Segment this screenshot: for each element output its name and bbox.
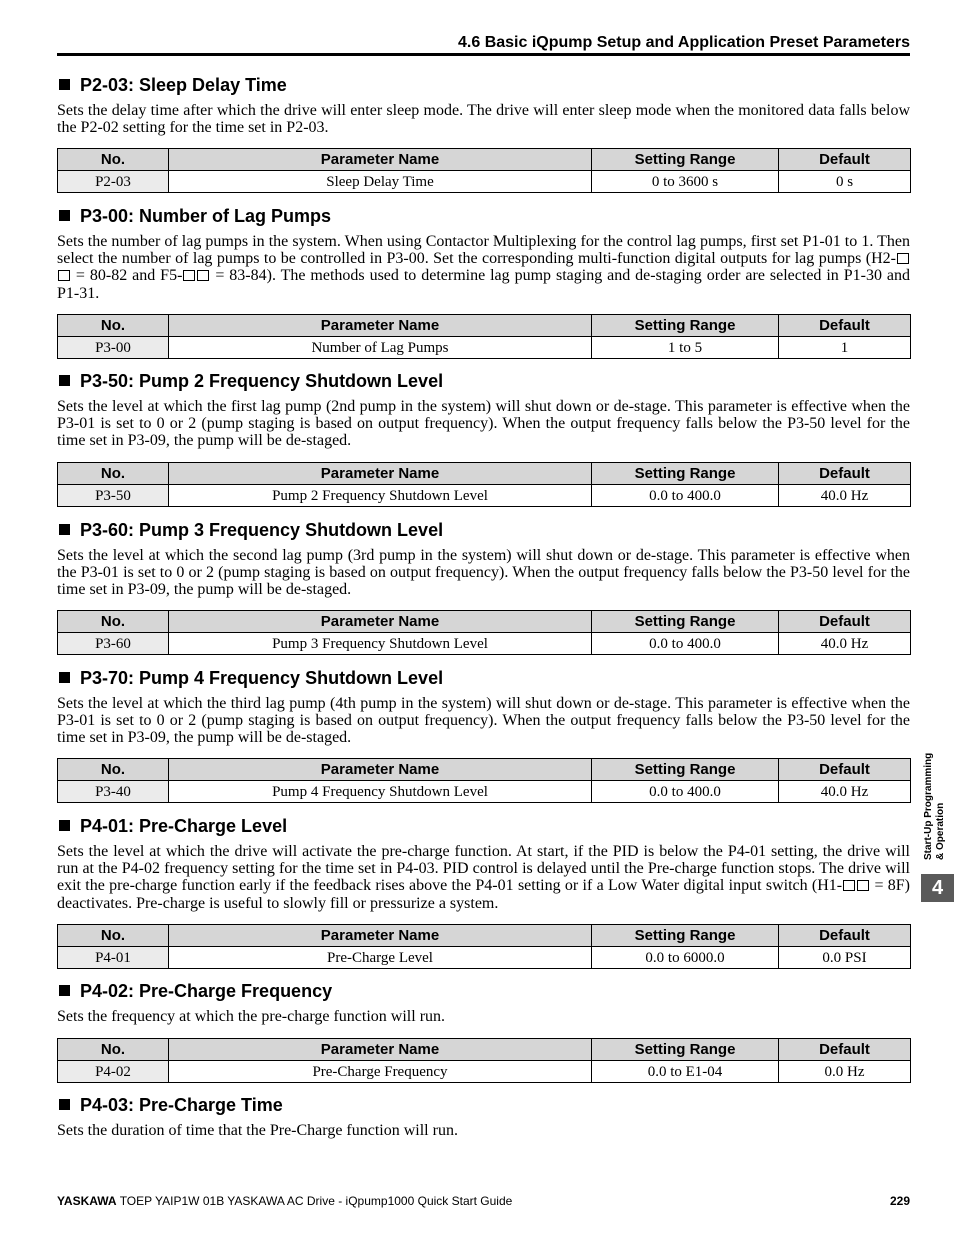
placeholder-box-icon xyxy=(857,880,869,891)
col-header-default: Default xyxy=(779,1039,911,1061)
col-header-name: Parameter Name xyxy=(169,149,592,171)
col-header-range: Setting Range xyxy=(592,611,779,633)
section-body: Sets the level at which the first lag pump (2nd pump in the system) will shut down or de-stage. This parameter is effective when the P3-01 is set to 0 or 2 (pump staging is based on output frequency). When the output frequency falls below the P3-50 level for the time set in P3-09, the pump will be de-staged. xyxy=(57,398,910,450)
col-header-default: Default xyxy=(779,759,911,781)
page-number: 229 xyxy=(889,1194,910,1208)
param-default: 0.0 Hz xyxy=(779,1061,911,1083)
param-range: 0.0 to E1-04 xyxy=(592,1061,779,1083)
param-default: 1 xyxy=(779,337,911,359)
section-p4-02 xyxy=(57,980,910,1025)
param-name: Pre-Charge Level xyxy=(169,947,592,969)
placeholder-box-icon xyxy=(197,270,209,281)
param-name: Pump 2 Frequency Shutdown Level xyxy=(169,485,592,507)
param-default: 0 s xyxy=(779,171,911,193)
section-body: Sets the number of lag pumps in the system. When using Contactor Multiplexing for the control lag pumps, first set P1-01 to 1. Then select the number of lag pumps to be controlled in P3-00. Set the corresponding multi-function digital outputs for lag pumps (H2- = 80-82 and F5- = 83-84). The methods used to determine lag pump staging and de-staging order are selected in P1-30 and P1-31. xyxy=(57,233,910,302)
col-header-range: Setting Range xyxy=(592,149,779,171)
param-table-p3-50 xyxy=(57,462,911,507)
param-table-p3-00 xyxy=(57,314,911,359)
param-name: Number of Lag Pumps xyxy=(169,337,592,359)
page-footer xyxy=(57,1193,910,1209)
col-header-name: Parameter Name xyxy=(169,925,592,947)
param-no: P3-00 xyxy=(58,337,169,359)
col-header-default: Default xyxy=(779,463,911,485)
section-body: Sets the frequency at which the pre-charge function will run. xyxy=(57,1008,446,1025)
section-body: Sets the delay time after which the drive will enter sleep mode. The drive will enter sleep mode when the monitored data falls below the P2-02 setting for the time set in P2-03. xyxy=(57,102,910,137)
col-header-no: No. xyxy=(58,149,169,171)
section-p3-70 xyxy=(57,667,910,747)
col-header-range: Setting Range xyxy=(592,315,779,337)
table-row xyxy=(58,947,911,969)
chapter-number-tab[interactable]: 4 xyxy=(921,874,954,902)
param-no: P4-01 xyxy=(58,947,169,969)
param-range: 0.0 to 400.0 xyxy=(592,485,779,507)
col-header-name: Parameter Name xyxy=(169,611,592,633)
col-header-no: No. xyxy=(58,925,169,947)
col-header-name: Parameter Name xyxy=(169,1039,592,1061)
section-title: P3-50: Pump 2 Frequency Shutdown Level xyxy=(57,370,910,394)
placeholder-box-icon xyxy=(183,270,195,281)
col-header-default: Default xyxy=(779,149,911,171)
col-header-range: Setting Range xyxy=(592,1039,779,1061)
param-no: P4-02 xyxy=(58,1061,169,1083)
table-header-row xyxy=(58,463,911,485)
section-p3-50 xyxy=(57,370,910,450)
col-header-no: No. xyxy=(58,1039,169,1061)
param-range: 0 to 3600 s xyxy=(592,171,779,193)
table-header-row xyxy=(58,1039,911,1061)
col-header-no: No. xyxy=(58,611,169,633)
section-title: P3-60: Pump 3 Frequency Shutdown Level xyxy=(57,519,910,543)
param-no: P3-50 xyxy=(58,485,169,507)
table-row xyxy=(58,1061,911,1083)
col-header-name: Parameter Name xyxy=(169,463,592,485)
table-header-row xyxy=(58,315,911,337)
square-bullet-icon xyxy=(59,985,70,996)
param-no: P2-03 xyxy=(58,171,169,193)
section-title: P2-03: Sleep Delay Time xyxy=(57,74,910,98)
square-bullet-icon xyxy=(59,79,70,90)
param-table-p2-03 xyxy=(57,148,911,193)
section-body: Sets the level at which the second lag pump (3rd pump in the system) will shut down or de-stage. This parameter is effective when the P3-01 is set to 0 or 2 (pump staging is based on output frequency). When the output frequency falls below the P3-50 level for the time set in P3-09, the pump will be de-staged. xyxy=(57,547,910,599)
placeholder-box-icon xyxy=(843,880,855,891)
table-header-row xyxy=(58,149,911,171)
param-default: 40.0 Hz xyxy=(779,485,911,507)
param-no: P3-40 xyxy=(58,781,169,803)
section-title: P4-02: Pre-Charge Frequency xyxy=(57,980,910,1004)
section-p3-00 xyxy=(57,205,910,302)
col-header-range: Setting Range xyxy=(592,759,779,781)
footer-doc-title: TOEP YAIP1W 01B YASKAWA AC Drive - iQpump1000 Quick Start Guide xyxy=(116,1194,513,1208)
section-title: P4-01: Pre-Charge Level xyxy=(57,815,910,839)
section-body: Sets the duration of time that the Pre-Charge function will run. xyxy=(57,1122,458,1139)
table-row xyxy=(58,171,911,193)
param-name: Pre-Charge Frequency xyxy=(169,1061,592,1083)
param-no: P3-60 xyxy=(58,633,169,655)
col-header-default: Default xyxy=(779,925,911,947)
param-name: Pump 3 Frequency Shutdown Level xyxy=(169,633,592,655)
section-title: P3-00: Number of Lag Pumps xyxy=(57,205,910,229)
col-header-default: Default xyxy=(779,611,911,633)
placeholder-box-icon xyxy=(58,270,70,281)
section-p4-01 xyxy=(57,815,910,912)
param-table-p4-02 xyxy=(57,1038,911,1083)
col-header-range: Setting Range xyxy=(592,925,779,947)
section-p4-03 xyxy=(57,1094,910,1139)
square-bullet-icon xyxy=(59,672,70,683)
square-bullet-icon xyxy=(59,820,70,831)
param-default: 40.0 Hz xyxy=(779,633,911,655)
col-header-no: No. xyxy=(58,463,169,485)
param-table-p3-70 xyxy=(57,758,911,803)
chapter-side-tab-label: Start-Up Programming & Operation xyxy=(923,752,946,860)
param-table-p3-60 xyxy=(57,610,911,655)
section-body: Sets the level at which the third lag pump (4th pump in the system) will shut down or de-stage. This parameter is effective when the P3-01 is set to 0 or 2 (pump staging is based on output frequency). When the output frequency falls below the P3-50 level for the time set in P3-09, the pump will be de-staged. xyxy=(57,695,910,747)
param-name: Pump 4 Frequency Shutdown Level xyxy=(169,781,592,803)
section-body: Sets the level at which the drive will activate the pre-charge function. At start, if the PID is below the P4-01 setting, the drive will run at the P4-02 frequency setting for the time set in P4-03. PID control is delayed until the Pre-charge function stops. The drive will exit the pre-charge function early if the feedback rises above the P4-01 setting or if a Low Water digital input switch (H1- = 8F) deactivates. Pre-charge is useful to slowly fill or pressurize a system. xyxy=(57,843,910,912)
param-range: 0.0 to 6000.0 xyxy=(592,947,779,969)
footer-brand: YASKAWA xyxy=(57,1194,117,1208)
section-p2-03 xyxy=(57,74,910,136)
square-bullet-icon xyxy=(59,1099,70,1110)
section-title: P4-03: Pre-Charge Time xyxy=(57,1094,910,1118)
col-header-default: Default xyxy=(779,315,911,337)
col-header-name: Parameter Name xyxy=(169,315,592,337)
col-header-no: No. xyxy=(58,315,169,337)
table-header-row xyxy=(58,759,911,781)
param-table-p4-01 xyxy=(57,924,911,969)
section-p3-60 xyxy=(57,519,910,599)
param-range: 0.0 to 400.0 xyxy=(592,781,779,803)
param-default: 0.0 PSI xyxy=(779,947,911,969)
square-bullet-icon xyxy=(59,375,70,386)
param-range: 0.0 to 400.0 xyxy=(592,633,779,655)
col-header-no: No. xyxy=(58,759,169,781)
table-header-row xyxy=(58,611,911,633)
param-name: Sleep Delay Time xyxy=(169,171,592,193)
table-row xyxy=(58,337,911,359)
param-range: 1 to 5 xyxy=(592,337,779,359)
table-row xyxy=(58,781,911,803)
col-header-range: Setting Range xyxy=(592,463,779,485)
table-row xyxy=(58,633,911,655)
col-header-name: Parameter Name xyxy=(169,759,592,781)
square-bullet-icon xyxy=(59,524,70,535)
page-header: 4.6 Basic iQpump Setup and Application Preset Parameters xyxy=(57,34,910,56)
placeholder-box-icon xyxy=(897,253,909,264)
section-title: P3-70: Pump 4 Frequency Shutdown Level xyxy=(57,667,910,691)
param-default: 40.0 Hz xyxy=(779,781,911,803)
table-header-row xyxy=(58,925,911,947)
table-row xyxy=(58,485,911,507)
square-bullet-icon xyxy=(59,210,70,221)
